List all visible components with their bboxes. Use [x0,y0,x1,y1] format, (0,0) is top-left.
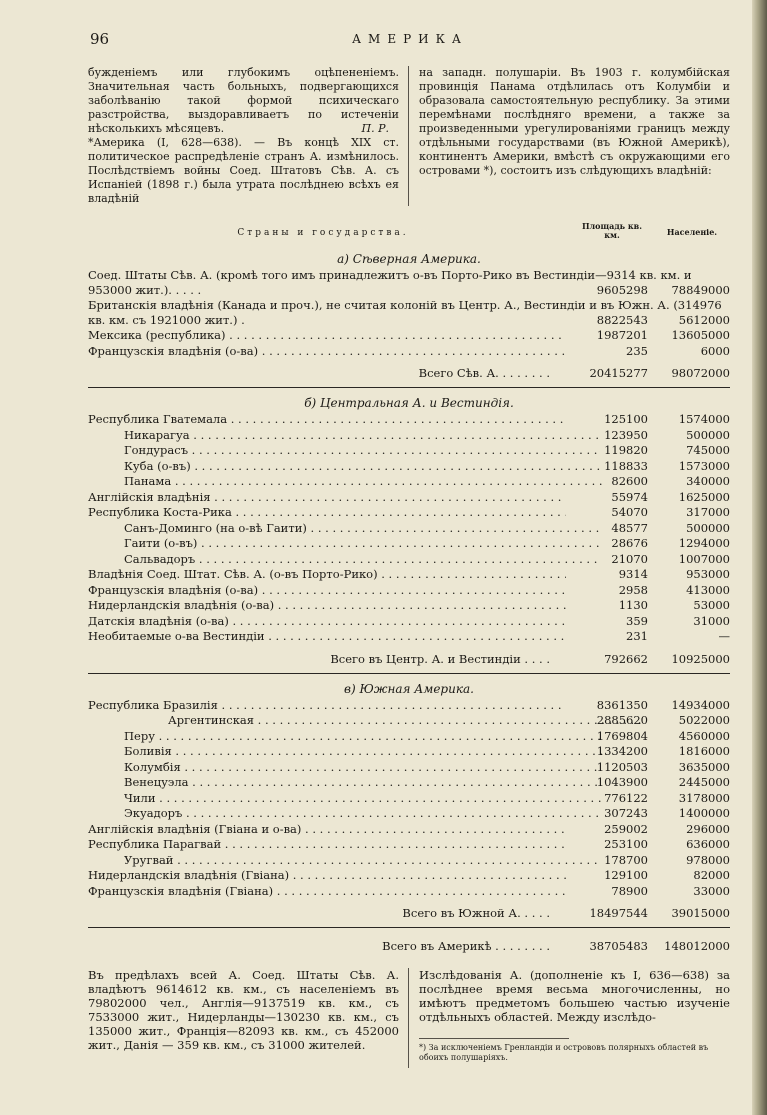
table-row [88,552,730,568]
section-total-area: 792662 [604,651,648,666]
table-section [88,394,730,674]
row-name: Англійскія владѣнія . . . [88,490,566,506]
table-row [88,713,730,729]
signature: П. Р. [361,122,389,135]
page-header [90,30,730,48]
section-title: б) Центральная А. и Вестиндія. [304,396,514,410]
row-population: — [718,629,730,643]
row-population: 953000 [686,567,730,581]
table-row [88,837,730,853]
row-name: Гаити (о-въ) . . . [88,536,602,552]
footer-right-paragraph: Изслѣдованія А. (дополненіе къ I, 636—638) за послѣднее время весьма многочисленны, но имѣютъ предметомъ большею частью изученіе отдѣльныхъ областей. Между изслѣдо- [419,968,730,1024]
grand-total-population: 148012000 [664,939,730,953]
row-area: 1987201 [596,328,648,342]
row-area: 178700 [604,852,648,867]
section-rule [88,927,730,928]
row-area: 2885620 [596,713,648,727]
row-area: 78900 [611,883,648,898]
row-name: Французскія владѣнія (Гвіана) . . . [88,884,566,900]
row-name: Республика Бразилія . . . [88,698,566,714]
table-row [88,521,730,537]
row-area: 2958 [618,582,648,597]
page-number: 96 [90,30,110,48]
row-population: 1294000 [678,536,730,550]
row-population: 13605000 [671,328,730,342]
row-area: 125100 [604,412,648,426]
section-total-label: Всего въ Южной А. . . . . [402,906,550,920]
table-row [88,760,730,776]
row-name: Французскія владѣнія (о-ва) . . . [88,344,566,360]
table-body [88,250,730,928]
table-row [88,567,730,583]
row-population: 14934000 [671,697,730,712]
row-area: 82600 [611,474,648,488]
footer-divider [408,968,409,1068]
row-name: Датскія владѣнія (о-ва) . . . [88,614,566,630]
table-row [88,598,730,614]
section-rule [88,673,730,674]
row-population: 1400000 [678,806,730,820]
table-row [88,822,730,838]
row-population: 1574000 [678,412,730,426]
table-row [88,729,730,745]
footnote: *) За исключеніемъ Гренландіи и острововъ полярныхъ областей въ обоихъ полушаріяхъ. [419,1038,569,1063]
row-population: 2445000 [678,775,730,789]
table-row [88,536,730,552]
row-area: 259002 [604,821,648,836]
table-row [88,328,730,344]
row-name: Французскія владѣнія (о-ва) . . . [88,583,566,599]
intro-right-paragraph: на западн. полушаріи. Въ 1903 г. колумбійская провинція Панама отдѣлилась отъ Колумбіи и образовала самостоятельную республику. За этими перемѣнами послѣдняго времени, а также за произведенными урегулированіями границъ между отдѣльными государствами (въ Южной Америкѣ), континентъ Америки, вмѣстѣ съ окружающими его островами *), состоитъ изъ слѣдующихъ владѣній: [419,66,730,177]
row-population: 340000 [686,474,730,488]
row-area: 21070 [611,551,648,566]
grand-total-row [88,934,730,958]
row-population: 53000 [693,598,730,612]
row-area: 776122 [604,790,648,805]
table-row [88,298,730,328]
table-row [88,490,730,506]
row-population: 5022000 [678,713,730,727]
row-name: Панама . . . [88,474,602,490]
header-area: Площадь кв. км. [581,221,643,240]
row-area: 253100 [604,837,648,851]
grand-total-label: Всего въ Америкѣ . . . . . . . . [382,939,550,953]
intro-left-column [88,66,399,206]
row-area: 359 [626,613,648,628]
row-name: Перу . . . [88,729,602,745]
header-countries: Страны и государства. [237,228,409,238]
row-area: 55974 [611,489,648,504]
footer-right-column [419,968,730,1063]
row-area: 48577 [611,520,648,535]
section-total-row [88,647,730,671]
row-population: 31000 [693,613,730,628]
row-name: Необитаемые о-ва Вестиндіи . . . [88,629,566,645]
row-population: 3635000 [678,759,730,774]
row-name: Чили . . . [88,791,602,807]
row-area: 1043900 [596,775,648,789]
intro-left-paragraph-1: бужденіемъ или глубокимъ оцѣпененіемъ. Значительная часть больныхъ, подвергающихся заболѣванію такой формой психическаго разстройства, выздоравливаетъ по истеченіи нѣсколькихъ мѣсяцевъ. П. Р. [88,66,399,135]
row-area: 119820 [604,443,648,457]
row-name: Британскія владѣнія (Канада и проч.), не считая колоній въ Центр. А., Вестиндіи и въ Южн. А. (314976 кв. км. съ 1921000 жит.) . [88,298,722,327]
row-name: Венецуэла . . . [88,775,602,791]
row-population: 4560000 [678,728,730,743]
row-population: 317000 [686,505,730,519]
row-name: Никарагуа . . . [88,428,602,444]
row-area: 1120503 [596,759,648,774]
table-row [88,806,730,822]
section-total-population: 98072000 [671,366,730,380]
row-name: Куба (о-въ) . . . [88,459,602,475]
intro-text [88,66,730,206]
running-head: АМЕРИКА [351,32,469,46]
row-population: 78849000 [671,283,730,297]
row-area: 8361350 [596,697,648,712]
section-rule [88,387,730,388]
row-area: 123950 [604,427,648,442]
row-area: 231 [626,629,648,643]
row-name: Колумбія . . . [88,760,602,776]
table-section [88,250,730,388]
row-name: Сальвадоръ . . . [88,552,602,568]
row-population: 1816000 [678,744,730,758]
table-row [88,268,730,298]
footer-left-paragraph: Въ предѣлахъ всей А. Соед. Штаты Сѣв. А. владѣютъ 9614612 кв. км., съ населеніемъ въ 79802000 чел., Англія—9137519 кв. км., съ 7533000 жит., Нидерланды—130230 кв. км., съ 135000 жит., Франція—82093 кв. км., съ 452000 жит., Данія — 359 кв. км., съ 31000 жителей. [88,968,399,1052]
row-area: 307243 [604,806,648,820]
table-row [88,791,730,807]
row-population: 500000 [686,427,730,442]
intro-left-paragraph-2: *Америка (I, 628—638). — Въ концѣ XIX ст. политическое распредѣленіе странъ А. измѣнилось. Послѣдствіемъ войны Соед. Штатовъ Сѣв. А. съ Испаніей (1898 г.) была утрата послѣднею всѣхъ ея владѣній [88,136,399,205]
section-total-population: 39015000 [671,906,730,920]
row-name: Экуадоръ . . . [88,806,602,822]
row-name: Соед. Штаты Сѣв. А. (кромѣ того имъ принадлежитъ о-въ Порто-Рико въ Вестиндіи—9314 кв. км. и 953000 жит.). . . . . [88,268,692,297]
row-area: 129100 [604,868,648,882]
row-area: 1334200 [596,744,648,758]
row-population: 636000 [686,837,730,851]
table-row [88,698,730,714]
table-section [88,680,730,929]
section-total-row [88,901,730,925]
row-population: 296000 [686,821,730,836]
row-name: Боливія . . . [88,744,602,760]
table-row [88,775,730,791]
row-population: 3178000 [678,790,730,805]
table-row [88,474,730,490]
section-title: в) Южная Америка. [344,681,474,696]
table-row [88,853,730,869]
row-name: Аргентинская . . . [88,713,646,729]
table-row [88,459,730,475]
section-total-area: 18497544 [589,906,648,920]
table-row [88,744,730,760]
row-population: 5612000 [678,313,730,327]
section-total-label: Всего въ Центр. А. и Вестиндіи . . . . [330,651,550,666]
table-row [88,868,730,884]
row-area: 1130 [618,598,648,612]
column-divider [408,66,409,206]
row-population: 1625000 [678,489,730,504]
row-population: 413000 [686,582,730,597]
row-area: 8822543 [596,313,648,327]
row-area: 1769804 [596,728,648,743]
row-population: 1007000 [678,551,730,566]
table-row [88,344,730,360]
table-row [88,614,730,630]
section-title: а) Сѣверная Америка. [337,252,481,266]
row-name: Мексика (республика) . . . [88,328,566,344]
row-name: Республика Коста-Рика . . . [88,505,566,521]
row-population: 1573000 [678,458,730,473]
row-area: 118833 [604,458,648,473]
header-population: Населеніе. [666,227,718,237]
row-name: Гондурасъ . . . [88,443,602,459]
table-row [88,583,730,599]
section-total-label: Всего Сѣв. А. . . . . . . . [418,366,550,380]
grand-total-area: 38705483 [589,939,648,953]
table-row [88,443,730,459]
row-name: Владѣнія Соед. Штат. Сѣв. А. (о-въ Порто-Рико) . . . [88,567,566,583]
row-name: Республика Парагвай . . . [88,837,566,853]
row-area: 9605298 [596,283,648,297]
row-area: 235 [626,343,648,358]
row-name: Уругвай . . . [88,853,602,869]
table-row [88,428,730,444]
row-name: Англійскія владѣнія (Гвіана и о-ва) . . . [88,822,566,838]
territory-table [88,216,730,958]
row-population: 6000 [700,343,730,358]
page-edge [752,0,767,1115]
row-population: 745000 [686,443,730,457]
table-row [88,412,730,428]
footer-text [88,968,730,1068]
row-name: Санъ-Доминго (на о-вѣ Гаити) . . . [88,521,602,537]
table-row [88,629,730,645]
section-total-population: 10925000 [671,651,730,666]
footer-left-column [88,968,399,1052]
row-name: Нидерландскія владѣнія (Гвіана) . . . [88,868,566,884]
row-name: Нидерландскія владѣнія (о-ва) . . . [88,598,566,614]
row-population: 33000 [693,883,730,898]
table-row [88,884,730,900]
table-header [88,216,730,244]
section-total-row [88,361,730,385]
row-name: Республика Гватемала . . . [88,412,566,428]
row-population: 500000 [686,520,730,535]
row-population: 978000 [686,852,730,867]
row-area: 9314 [618,567,648,581]
section-total-area: 20415277 [589,366,648,380]
row-population: 82000 [693,868,730,882]
intro-right-column [419,66,730,178]
row-area: 28676 [611,536,648,550]
table-row [88,505,730,521]
row-area: 54070 [611,505,648,519]
